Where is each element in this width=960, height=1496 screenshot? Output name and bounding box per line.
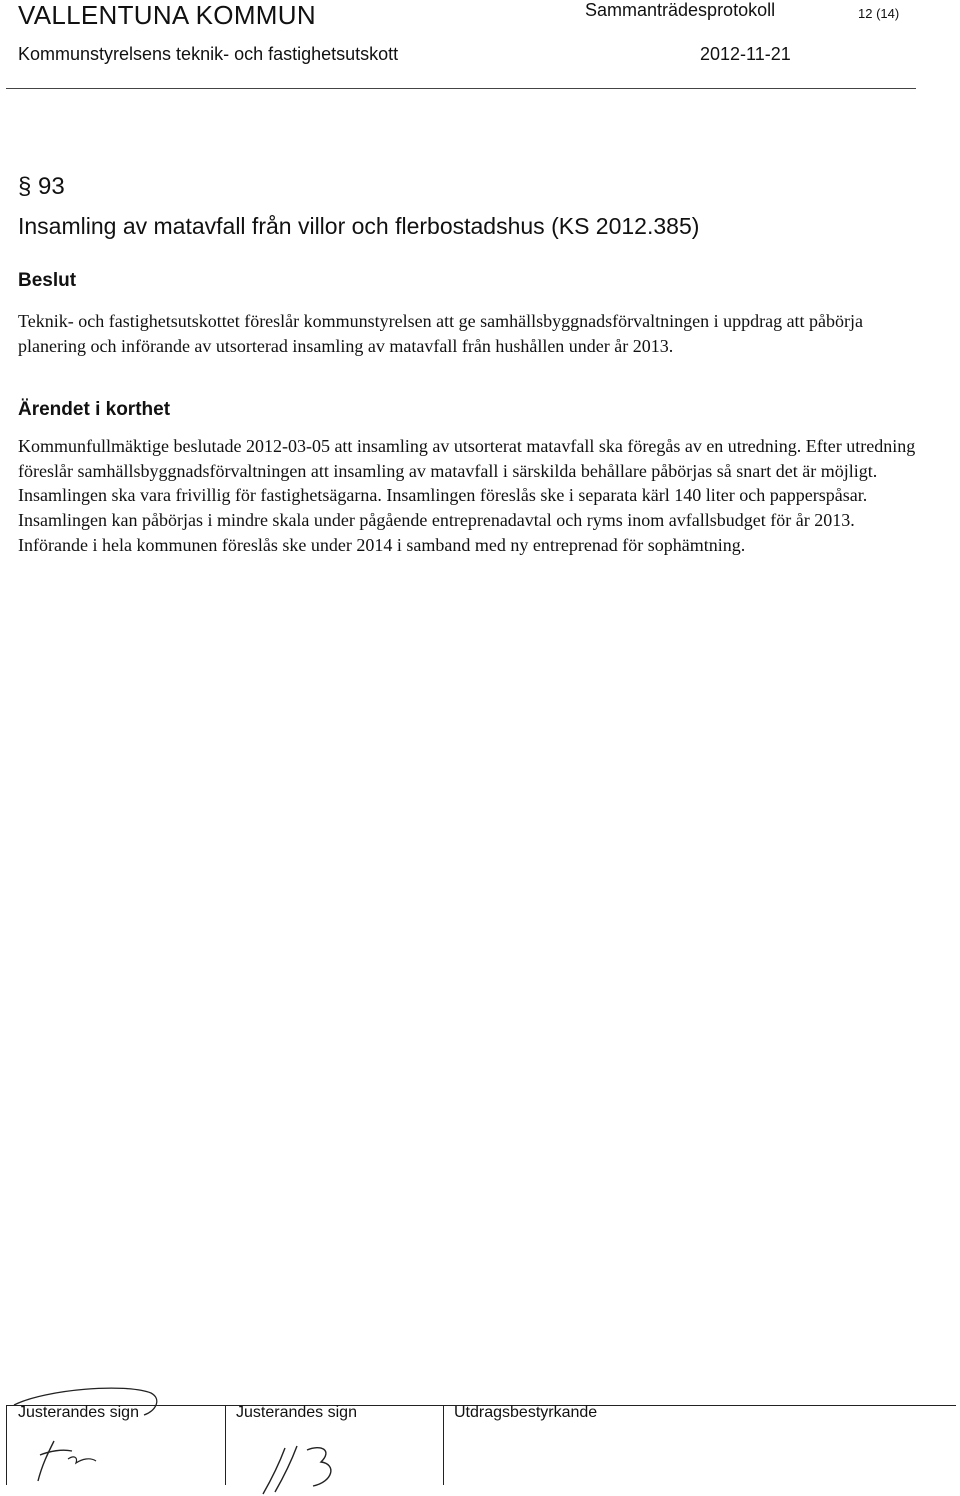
section-number: § 93: [18, 173, 65, 200]
footer-label-sign-1: Justerandes sign: [18, 1404, 139, 1421]
meeting-date: 2012-11-21: [700, 44, 791, 64]
header-divider: [6, 88, 916, 89]
arendet-text: Kommunfullmäktige beslutade 2012-03-05 att insamling av utsorterat matavfall ska föregås av en utredning. Efter utredning föreslår samhällsbyggnadsförvaltningen att insamling av matavfall i särskilda behållare påbörjas så snart det är möjligt. Insamlingen ska vara frivillig för fastighetsägarna. Insamlingen föreslås ske i separata kärl 140 liter och papperspåsar. Insamlingen kan påbörjas i mindre skala under pågående entreprenadavtal och ryms inom avfallsbudget för år 2013. Införande i hela kommunen föreslås ske under 2014 i samband med ny entreprenad för sophämtning.: [18, 436, 916, 555]
section-title: Insamling av matavfall från villor och flerbostadshus (KS 2012.385): [18, 213, 700, 239]
organization-name: VALLENTUNA KOMMUN: [18, 0, 316, 30]
beslut-heading: Beslut: [18, 270, 77, 291]
arendet-heading: Ärendet i korthet: [18, 399, 171, 420]
footer-divider: [225, 1405, 226, 1485]
signature-1: [6, 1385, 176, 1490]
footer-label-certification: Utdragsbestyrkande: [454, 1404, 598, 1421]
document-type: Sammanträdesprotokoll: [585, 0, 776, 20]
beslut-text: Teknik- och fastighetsutskottet föreslår kommunstyrelsen att ge samhällsbyggnadsförvaltningen i uppdrag att påbörja planering och införande av utsorterad insamling av matavfall från hushållen under år 2013.: [18, 311, 864, 356]
footer-divider: [443, 1405, 444, 1485]
footer-label-sign-2: Justerandes sign: [236, 1404, 357, 1421]
committee-name: Kommunstyrelsens teknik- och fastighetsutskott: [18, 44, 399, 64]
signature-2: [255, 1440, 345, 1496]
page-number: 12 (14): [858, 6, 900, 21]
